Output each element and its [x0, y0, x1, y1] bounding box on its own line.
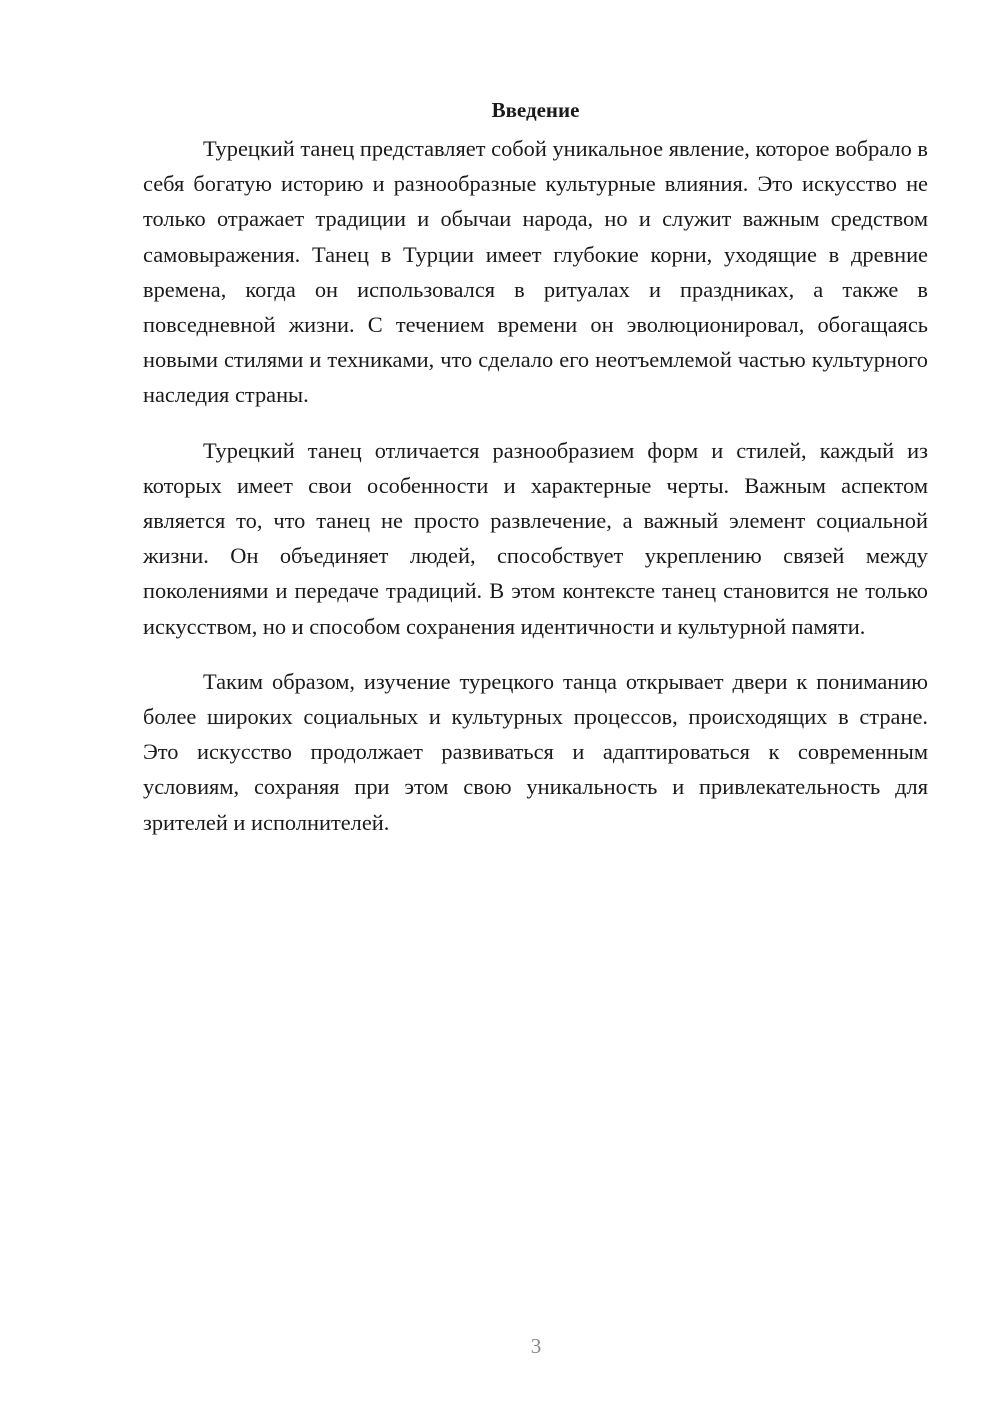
paragraph-3: Таким образом, изучение турецкого танца открывает двери к пониманию более широких социальных и культурных процессов, происходящих в стране. Это искусство продолжает развиваться и адаптироваться к современным условиям, сохраняя при этом свою уникальность и привлекательность для зрителей и исполнителей. — [143, 668, 928, 835]
page-content — [143, 95, 928, 860]
page-number: 3 — [530, 1334, 542, 1358]
section-heading: Введение — [491, 98, 580, 122]
paragraph-1: Турецкий танец представляет собой уникальное явление, которое вобрало в себя богатую историю и разнообразные культурные влияния. Это искусство не только отражает традиции и обычаи народа, но и служит важным средством самовыражения. Танец в Турции имеет глубокие корни, уходящие в древние времена, когда он использовался в ритуалах и праздниках, а также в повседневной жизни. С течением времени он эволюционировал, обогащаясь новыми стилями и техниками, что сделало его неотъемлемой частью культурного наследия страны. — [143, 136, 928, 408]
paragraph-2: Турецкий танец отличается разнообразием форм и стилей, каждый из которых имеет свои особенности и характерные черты. Важным аспектом является то, что танец не просто развлечение, а важный элемент социальной жизни. Он объединяет людей, способствует укреплению связей между поколениями и передаче традиций. В этом контексте танец становится не только искусством, но и способом сохранения идентичности и культурной памяти. — [143, 437, 928, 639]
